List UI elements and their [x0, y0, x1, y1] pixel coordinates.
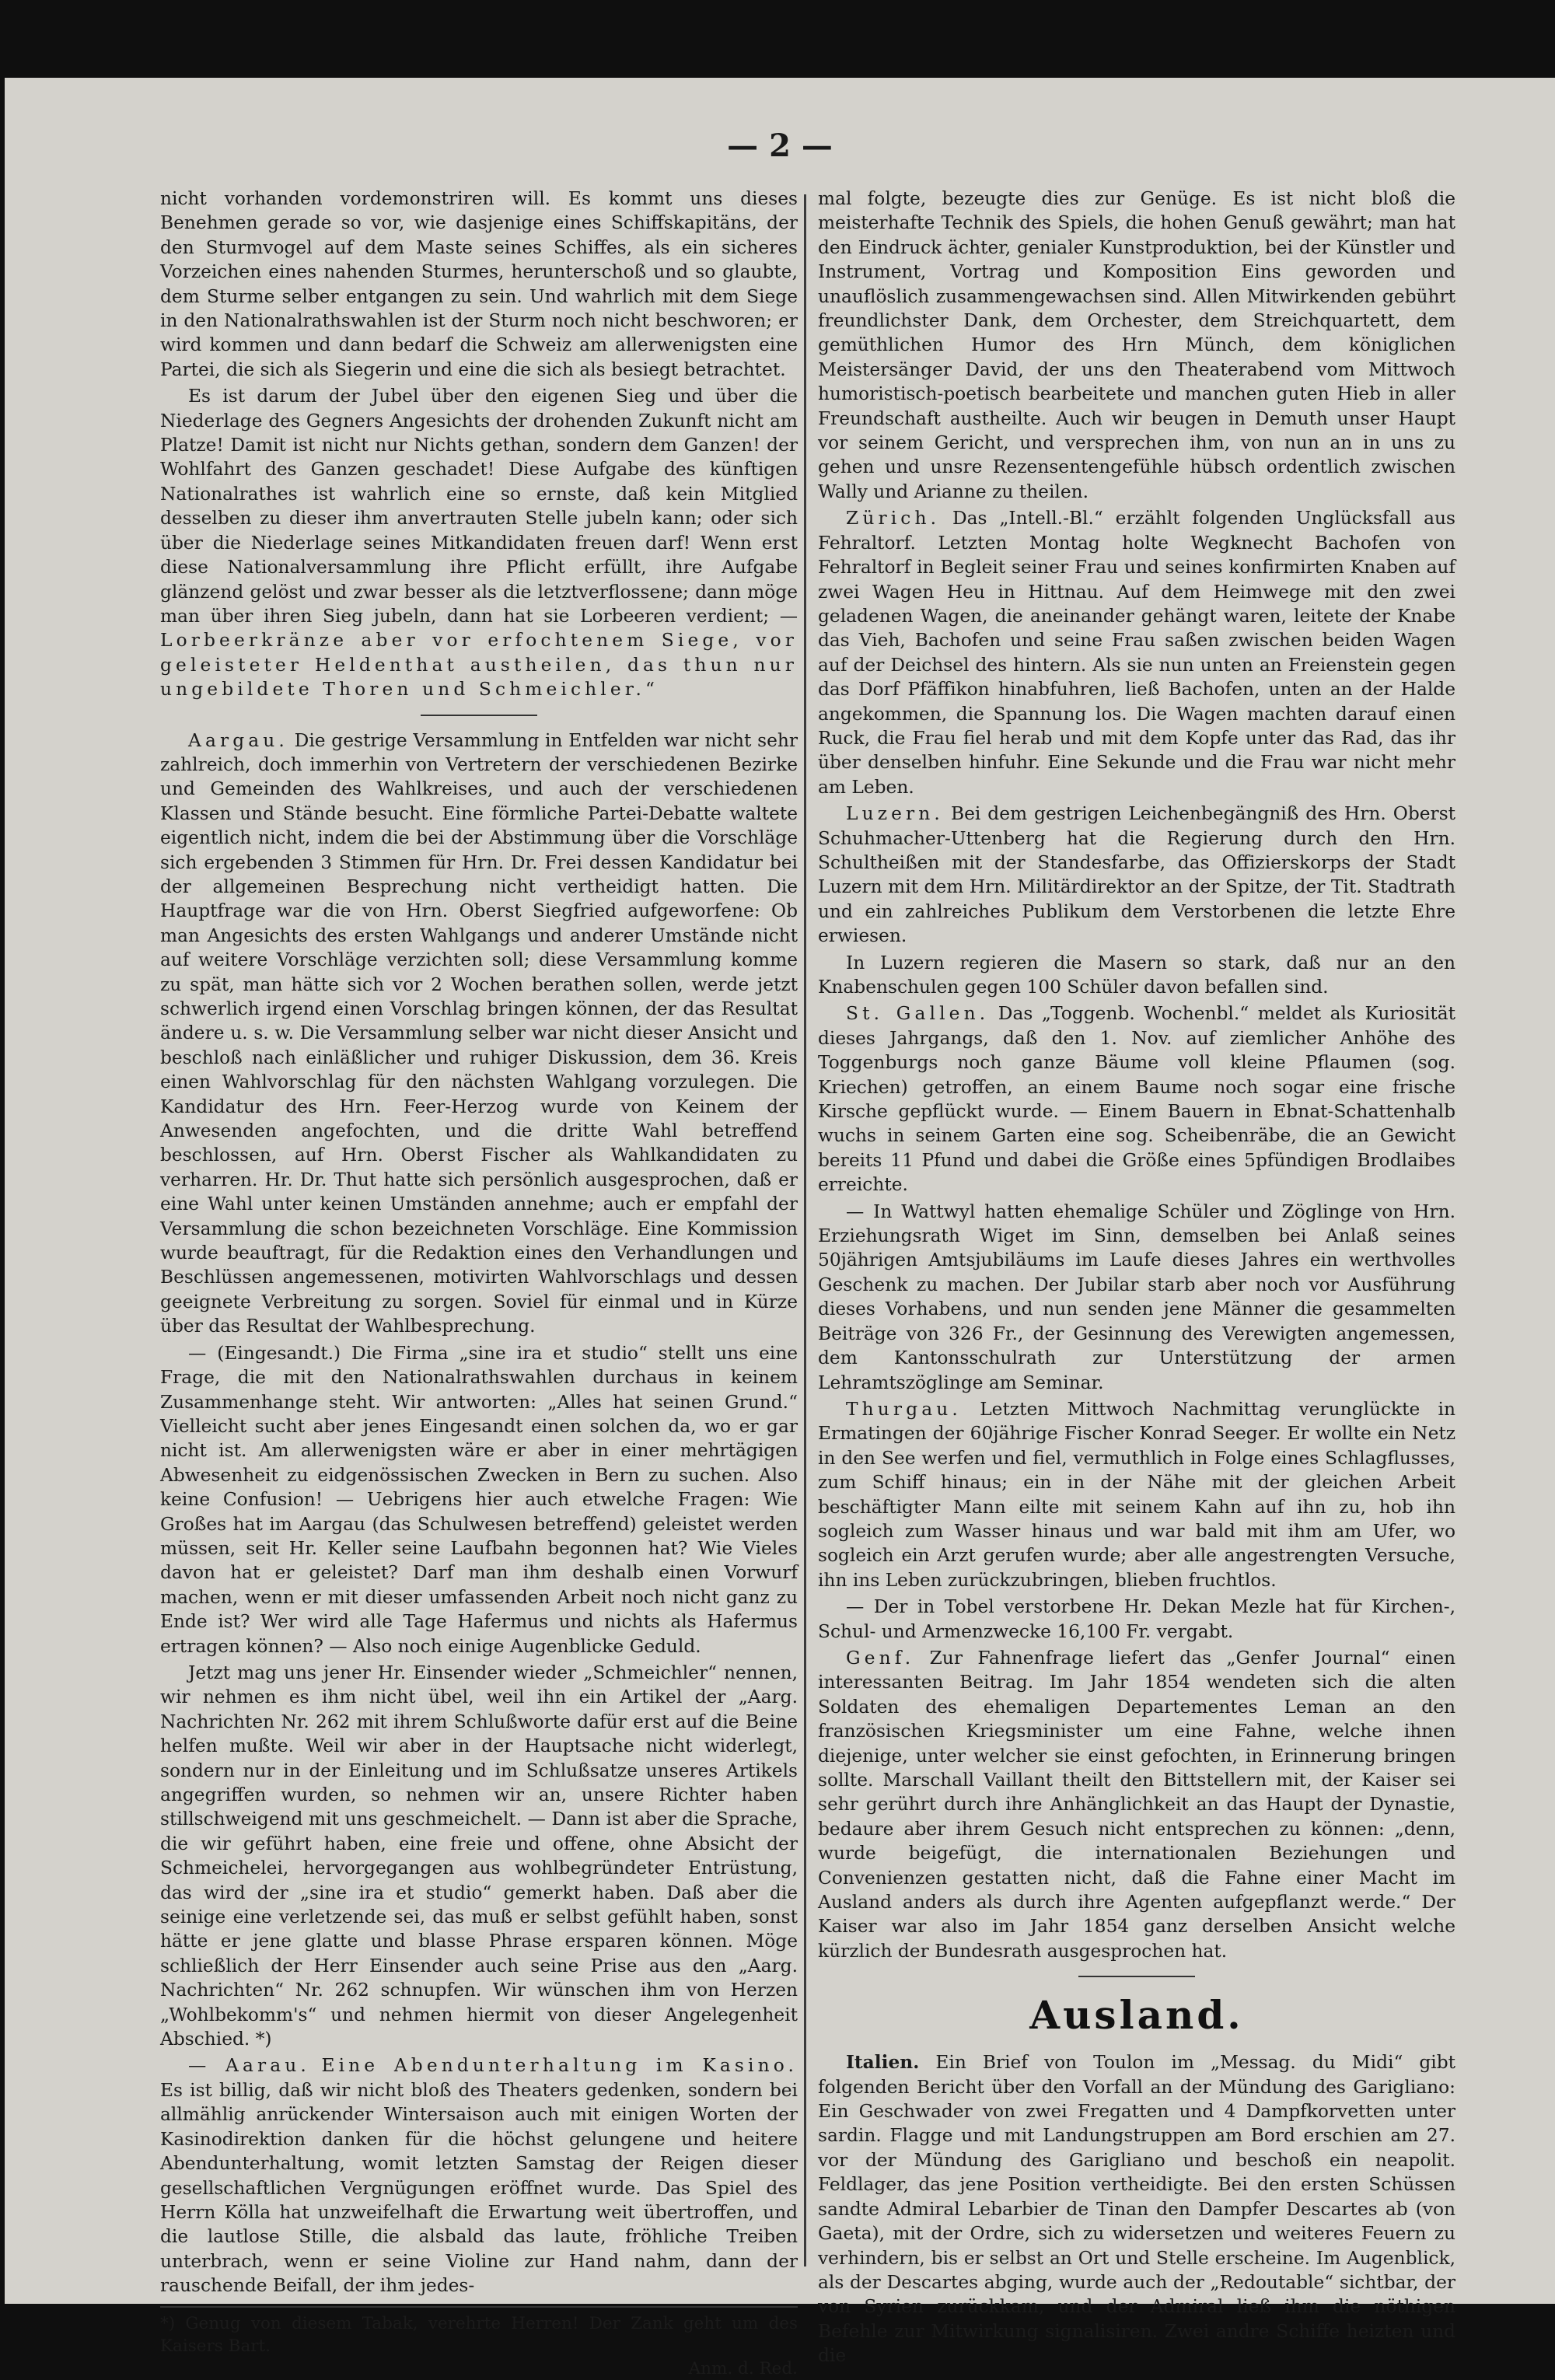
newspaper-page: [5, 78, 1555, 2378]
paragraph: mal folgte, bezeugte dies zur Genüge. Es ist nicht bloß die meisterhafte Technik des Spiels, die hohen Genuß gewährt; man hat den Eindruck ächter, genialer Kunstproduktion, bei der Künstler und Instrument, Vortrag und Komposition Eins geworden und unauflöslich zusammengewachsen sind. Allen Mitwirkenden gebührt freundlichster Dank, dem Orchester, dem Streichquartett, dem gemüthlichen Humor des Hrn Münch, dem königlichen Meistersänger David, der uns den Theaterabend vom Mittwoch humoristisch-poetisch bearbeitete und manchen guten Hieb in aller Freundschaft austheilte. Auch wir beugen in Demuth unser Haupt vor seinem Gericht, und versprechen ihm, von nun an in uns zu gehen und unsre Rezensentengefühle hübsch ordentlich zwischen Wally und Arianne zu theilen.: [818, 188, 1455, 502]
dateline: Genf.: [846, 1647, 915, 1669]
page-number: — 2 —: [727, 128, 833, 164]
article-text: Die Firma „sine ira et studio“ stellt uns eine Frage, die mit den Nationalrathswahlen durchaus in keinem Zusammenhange steht. Wir antworten: „Alles hat seinen Grund.“ Vielleicht sucht aber jenes Eingesandt einen solchen da, wo er gar nicht ist. Am allerwenigsten wäre er aber in einer mehrtägigen Abwesenheit zu eidgenössischen Zwecken in Bern zu suchen. Also keine Confusion! — Uebrigens hier auch etwelche Fragen: Wie Großes hat im Aargau (das Schulwesen betreffend) geleistet werden müssen, seit Hr. Keller seine Laufbahn begonnen hat? Wie Vieles davon hat er geleistet? Darf man ihm deshalb einen Vorwurf machen, wenn er mit dieser umfassenden Arbeit noch nicht ganz zu Ende ist? Wer wird alle Tage Hafermus und nichts als Hafermus ertragen können? — Also noch einige Augenblicke Geduld.: [160, 1342, 798, 1657]
dateline: — Aarau.: [188, 2055, 310, 2077]
footnote-signature: Anm. d. Red.: [688, 2358, 798, 2378]
footnote: [160, 2306, 798, 2380]
article-text: Das „Intell.-Bl.“ erzählt folgenden Unglücksfall aus Fehraltorf. Letzten Montag holte Wegknecht Bachofen von Fehraltorf in Begleit seiner Frau und seines konfirmirten Knaben auf zwei Wagen Heu in Hittnau. Auf dem Heimwege mit den zwei geladenen Wagen, die aneinander gehängt waren, leitete der Knabe das Vieh, Bachofen und seine Frau saßen zwischen beiden Wagen auf der Deichsel des hintern. Als sie nun unten an Freienstein gegen das Dorf Pfäffikon hinabfuhren, ließ Bachofen, unten an der Halde angekommen, die Spannung los. Die Wagen machten darauf einen Ruck, die Frau fiel herab und mit dem Kopfe unter das Rad, das ihr über denselben hinfuhr. Eine Sekunde und die Frau war nicht mehr am Leben.: [818, 508, 1455, 798]
separator-rule: [1078, 1976, 1195, 1977]
footnote-text: *) Genug von diesem Tabak, verehrte Herren! Der Zank geht um des Kaisers Bart.: [160, 2313, 798, 2356]
right-column: [818, 187, 1456, 2367]
left-column: [160, 187, 798, 2378]
article-eingesandt: [160, 1341, 798, 1658]
paragraph: In Luzern regieren die Masern so stark, daß nur an den Knabenschulen gegen 100 Schüler davon befallen sind.: [818, 952, 1455, 998]
article-abendunterhaltung: [160, 2053, 798, 2298]
article-text: Ein Brief von Toulon im „Messag. du Midi“ gibt folgenden Bericht über den Vorfall an der Mündung des Garigliano: Ein Geschwader von zwei Fregatten und 4 Dampfkorvetten unter sardin. Flagge und mit Landungstruppen am Bord erschien am 27. vor der Mündung des Garigliano und beschoß ein neapolit. Feldlager, das jene Position vertheidigte. Bei den ersten Schüssen sandte Admiral Lebarbier de Tinan den Dampfer Descartes ab (von Gaeta), mit der Ordre, sich zu widersetzen und weiteres Feuern zu verhindern, bis er selbst an Ort und Stelle erscheine. Im Augenblick, als der Descartes abging, wurde auch der „Redoutable“ sichtbar, der von Syrien zurückkam, und der Admiral ließ ihm die nöthigen Befehle zur Mitwirkung signalisiren. Zwei andre Schiffe heizten und die: [818, 2052, 1456, 2367]
dateline: Zürich.: [846, 508, 941, 529]
paragraph: Jetzt mag uns jener Hr. Einsender wieder „Schmeichler“ nennen, wir nehmen es ihm nicht übel, weil ihn ein Artikel der „Aarg. Nachrichten Nr. 262 mit ihrem Schlußworte dafür erst auf die Beine helfen mußte. Weil wir aber in der Hauptsache nicht widerlegt, sondern nur in der Einleitung und im Schlußsatze unseres Artikels angegriffen wurden, so nehmen wir an, unsere Richter haben stillschweigend mit uns geschmeichelt. — Dann ist aber die Sprache, die wir geführt haben, eine freie und offene, ohne Absicht der Schmeichelei, hervorgegangen aus wohlbegründeter Entrüstung, das wird der „sine ira et studio“ gemerkt haben. Daß aber die seinige eine verletzende sei, das muß er selbst gefühlt haben, sonst hätte er jene glatte und blasse Phrase ersparen können. Möge schließlich der Herr Einsender auch seine Prise aus den „Aarg. Nachrichten“ Nr. 262 schnupfen. Wir wünschen ihm von Herzen „Wohlbekomm's“ und nehmen hiermit von dieser Angelegenheit Abschied. *): [160, 1662, 798, 2050]
article-text: Die gestrige Versammlung in Entfelden war nicht sehr zahlreich, doch immerhin von Vertretern der verschiedenen Bezirke und Gemeinden des Wahlkreises, und auch der verschiedenen Klassen und Stände besucht. Eine förmliche Partei-Debatte waltete eigentlich nicht, indem die bei der Abstimmung über die Vorschläge sich ergebenden 3 Stimmen für Hrn. Dr. Frei dessen Kandidatur bei der allgemeinen Besprechung nicht vertheidigt hatten. Die Hauptfrage war die von Hrn. Oberst Siegfried aufgeworfene: Ob man Angesichts des ersten Wahlgangs und anderer Umstände nicht auf weitere Vorschläge verzichten soll; diese Versammlung komme zu spät, man hätte sich vor 2 Wochen berathen sollen, werde jetzt schwerlich irgend einen Vorschlag bringen können, der das Resultat ändere u. s. w. Die Versammlung selber war nicht dieser Ansicht und beschloß nach einläßlicher und ruhiger Diskussion, dem 36. Kreis einen Wahlvorschlag für den nächsten Wahlgang vorzulegen. Die Kandidatur des Hrn. Feer-Herzog wurde von Keinem der Anwesenden angefochten, und die dritte Wahl betreffend beschlossen, auf Hrn. Oberst Fischer als Wahlkandidaten zu verharren. Hr. Dr. Thut hatte sich persönlich ausgesprochen, daß er eine Wahl unter keinen Umständen annehme; auch er empfahl der Versammlung die schon bezeichneten Vorschläge. Eine Kommission wurde beauftragt, für die Redaktion eines den Verhandlungen und Beschlüssen angemessenen, motivirten Wahlvorschlags und dessen geeignete Verbreitung zu sorgen. Soviel für einmal und in Kürze über das Resultat der Wahlbesprechung.: [160, 729, 798, 1337]
article-text: Bei dem gestrigen Leichenbegängniß des Hrn. Oberst Schuhmacher-Uttenberg hat die Regierung durch den Hrn. Schultheißen mit der Standesfarbe, das Offizierskorps der Stadt Luzern mit dem Hrn. Militärdirektor an der Spitze, der Tit. Stadtrath und ein zahlreiches Publikum dem Verstorbenen die letzte Ehre erwiesen.: [818, 803, 1456, 947]
dateline: Italien.: [846, 2052, 920, 2074]
paragraph: nicht vorhanden vordemonstriren will. Es kommt uns dieses Benehmen gerade so vor, wie dasjenige eines Schiffskapitäns, der den Sturmvogel auf dem Maste seines Schiffes, als ein sicheres Vorzeichen eines nahenden Sturmes, herunterschoß und so glaubte, dem Sturme selber entgangen zu sein. Und wahrlich mit dem Siege in den Nationalrathswahlen ist der Sturm noch nicht beschworen; er wird kommen und dann bedarf die Schweiz am allerwenigsten eine Partei, die sich als Siegerin und eine die sich als besiegt betrachtet.: [160, 188, 798, 380]
paragraph: [160, 384, 798, 701]
article-text: Zur Fahnenfrage liefert das „Genfer Journal“ einen interessanten Beitrag. Im Jahr 1854 wendeten sich die alten Soldaten des ehemaligen Departementes Leman an den französischen Kriegsminister um eine Fahne, welche ihnen diejenige, unter welcher sie einst gefochten, in Erinnerung bringen sollte. Marschall Vaillant theilt den Bittstellern mit, der Kaiser sei sehr gerührt durch ihre Anhänglichkeit an das Haupt der Dynastie, bedaure aber ihrem Gesuch nicht entsprechen zu können: „denn, wurde beigefügt, die internationalen Beziehungen und Convenienzen gestatten nicht, daß die Fahne einer Macht im Ausland anders als durch ihre Agenten aufgepflanzt werde.“ Der Kaiser war also im Jahr 1854 ganz derselben Ansicht welche kürzlich der Bundesrath ausgesprochen hat.: [818, 1647, 1455, 1962]
dateline: St. Gallen.: [846, 1003, 990, 1025]
dateline: Luzern.: [846, 803, 944, 825]
article-headline: Eine Abendunterhaltung im Kasino.: [321, 2055, 798, 2077]
article-text: Das „Toggenb. Wochenbl.“ meldet als Kuriosität dieses Jahrgangs, daß den 1. Nov. auf ziemlicher Anhöhe des Toggenburgs noch ganze Bäume voll kleine Pflaumen (sog. Kriechen) getroffen, an einem Baume noch sogar eine frische Kirsche gepflückt wurde. — Einem Bauern in Ebnat-Schattenhalb wuchs in seinem Garten eine sog. Scheibenräbe, die an Gewicht bereits 11 Pfund und dabei die Größe eines 5pfündigen Brodlaibes erreichte.: [818, 1003, 1455, 1196]
section-heading-ausland: Ausland.: [1029, 1992, 1244, 2039]
article-st-gallen: [818, 1001, 1455, 1197]
paragraph: — Der in Tobel verstorbene Hr. Dekan Mezle hat für Kirchen-, Schul- und Armenzwecke 16,100 Fr. vergabt.: [818, 1596, 1455, 1642]
article-genf: [818, 1646, 1455, 1963]
article-zurich: [818, 506, 1455, 799]
dateline: — (Eingesandt.): [188, 1342, 341, 1364]
paragraph-text: Es ist darum der Jubel über den eigenen Sieg und über die Niederlage des Gegners Angesichts der drohenden Zukunft nicht am Platze! Damit ist nicht nur Nichts gethan, sondern dem Ganzen! der Wohlfahrt des Ganzen geschadet! Diese Aufgabe des künftigen Nationalrathes ist wahrlich eine so ernste, daß kein Mitglied desselben zu dieser ihm anvertrauten Stelle jubeln kann; oder sich über die Niederlage seines Mitkandidaten freuen darf! Wenn erst diese Nationalversammlung ihre Pflicht erfüllt, ihre Aufgabe glänzend gelöst und zwar besser als die letztverflossene; dann möge man über ihren Sieg jubeln, dann hat sie Lorbeeren verdient; —: [160, 386, 798, 627]
article-text: Letzten Mittwoch Nachmittag verunglückte in Ermatingen der 60jährige Fischer Konrad Seeger. Er wollte ein Netz in den See werfen und fiel, vermuthlich in Folge eines Schlagflusses, zum Schiff hinaus; ein in der Nähe mit der gleichen Arbeit beschäftigter Mann eilte mit seinem Kahn auf ihn zu, hob ihn sogleich zum Wasser hinaus und war bald mit ihm am Ufer, wo sogleich ein Arzt gerufen wurde; aber alle angestrengten Versuche, ihn ins Leben zurückzubringen, blieben fruchtlos.: [818, 1398, 1456, 1591]
article-italien: [818, 2050, 1455, 2368]
paragraph: — In Wattwyl hatten ehemalige Schüler und Zöglinge von Hrn. Erziehungsrath Wiget im Sinn, demselben bei Anlaß seines 50jährigen Amtsjubiläums im Laufe dieses Jahres ein werthvolles Geschenk zu machen. Der Jubilar starb aber noch vor Ausführung dieses Vorhabens, und nun senden jene Männer die gesammelten Beiträge von 326 Fr., der Gesinnung des Verewigten angemessen, dem Kantonsschulrath zur Unterstützung der armen Lehramtszöglinge am Seminar.: [818, 1200, 1455, 1393]
dateline: Thurgau.: [846, 1398, 962, 1420]
column-divider: [804, 194, 806, 2266]
article-thurgau: [818, 1397, 1455, 1592]
dateline: Aargau.: [188, 729, 288, 751]
spaced-emphasis: Lorbeerkränze aber vor erfochtenem Siege, vor geleisteter Heldenthat austheilen, das thun nur ungebildete Thoren und Schmeichler.“: [160, 630, 798, 701]
article-aargau: [160, 729, 798, 1339]
separator-rule: [421, 715, 537, 716]
article-text: Es ist billig, daß wir nicht bloß des Theaters gedenken, sondern bei allmählig anrückender Wintersaison auch mit einigen Worten der Kasinodirektion danken für die höchst gelungene und heitere Abendunterhaltung, womit letzten Samstag der Reigen dieser gesellschaftlichen Vergnügungen eröffnet wurde. Das Spiel des Herrn Kölla hat unzweifelhaft die Erwartung weit übertroffen, und die lautlose Stille, die alsbald das laute, fröhliche Treiben unterbrach, wenn er seine Violine zur Hand nahm, dann der rauschende Beifall, der ihm jedes-: [160, 2079, 798, 2297]
article-luzern: [818, 802, 1455, 948]
